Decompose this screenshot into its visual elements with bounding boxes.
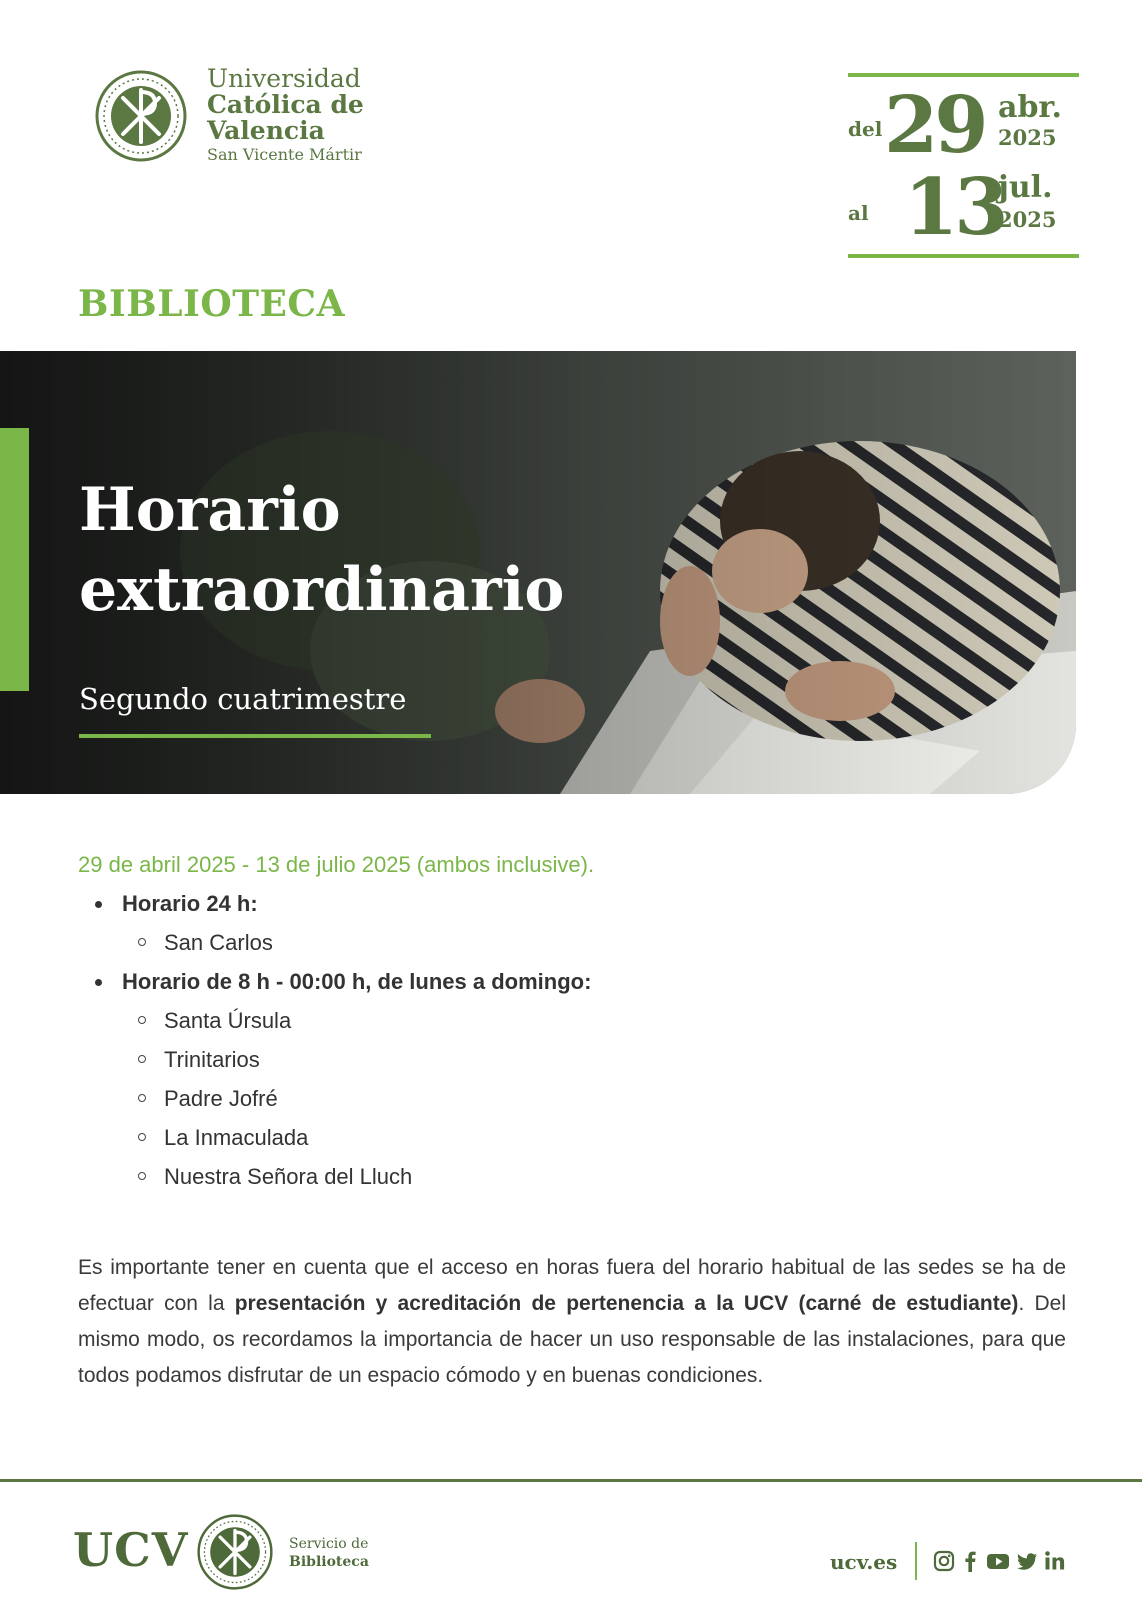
footer-brand: UCV	[73, 1523, 189, 1577]
schedule-item	[78, 962, 978, 1196]
hero-subtitle: Segundo cuatrimestre	[79, 682, 407, 716]
date-from-prefix: del	[848, 117, 883, 141]
date-to-month: jul.	[998, 170, 1053, 205]
twitter-icon[interactable]	[1014, 1548, 1040, 1574]
date-from-month: abr.	[998, 90, 1062, 125]
site-list	[122, 923, 978, 962]
hero-accent-bar	[0, 428, 29, 691]
site-item: Padre Jofré	[122, 1079, 978, 1118]
schedule-list	[78, 884, 978, 1196]
logo-line-1: Universidad	[207, 64, 361, 93]
site-item: San Carlos	[122, 923, 978, 962]
logo-line-3: Valencia	[207, 116, 325, 145]
hero-title-line-1: Horario	[79, 475, 341, 545]
site-item: Nuestra Señora del Lluch	[122, 1157, 978, 1196]
date-to-year: 2025	[998, 207, 1057, 232]
date-to-prefix: al	[848, 201, 869, 225]
date-to-day: 13	[904, 162, 1005, 253]
date-from-day: 29	[884, 80, 985, 171]
site-list	[122, 1001, 978, 1196]
site-item: La Inmaculada	[122, 1118, 978, 1157]
university-seal-logo	[95, 70, 187, 162]
date-from	[848, 80, 1079, 171]
youtube-icon[interactable]	[985, 1548, 1011, 1574]
site-item: Santa Úrsula	[122, 1001, 978, 1040]
footer-service-line-2: Biblioteca	[289, 1554, 369, 1570]
hero-title-line-2: extraordinario	[79, 555, 565, 625]
footer-divider	[0, 1479, 1142, 1482]
note-part-2: . Del mismo modo, os recordamos la importancia de hacer un uso responsable de las instalaciones, para que todos podamos disfrutar de un espacio cómodo y en buenas condiciones.	[78, 1292, 1066, 1387]
note-part-1: Es importante tener en cuenta que el acceso en horas fuera del horario habitual de las sedes se ha de efectuar con la	[78, 1256, 1066, 1315]
instagram-icon[interactable]	[931, 1548, 957, 1574]
hero-underline	[79, 734, 431, 738]
date-range-box	[848, 73, 1079, 258]
logo-line-2: Católica de	[207, 90, 364, 119]
linkedin-icon[interactable]	[1042, 1548, 1068, 1574]
schedule-item	[78, 884, 978, 962]
date-from-year: 2025	[998, 125, 1057, 150]
site-item: Trinitarios	[122, 1040, 978, 1079]
footer-separator	[915, 1542, 917, 1580]
hero-title	[79, 470, 564, 630]
access-note	[78, 1250, 1066, 1394]
website-link[interactable]: ucv.es	[830, 1550, 898, 1574]
schedule-label: Horario de 8 h - 00:00 h, de lunes a domingo:	[122, 969, 592, 994]
schedule-label: Horario 24 h:	[122, 891, 258, 916]
footer-service	[289, 1535, 369, 1571]
university-name	[207, 66, 364, 166]
note-bold: presentación y acreditación de pertenencia a la UCV (carné de estudiante)	[234, 1292, 1019, 1315]
dates-line: 29 de abril 2025 - 13 de julio 2025 (ambos inclusive).	[78, 852, 595, 877]
logo-line-4: San Vicente Mártir	[207, 145, 362, 164]
date-to	[848, 162, 1079, 253]
facebook-icon[interactable]	[957, 1548, 983, 1574]
footer-service-line-1: Servicio de	[289, 1536, 369, 1552]
section-title: BIBLIOTECA	[78, 283, 346, 325]
footer-seal-logo	[197, 1514, 273, 1590]
